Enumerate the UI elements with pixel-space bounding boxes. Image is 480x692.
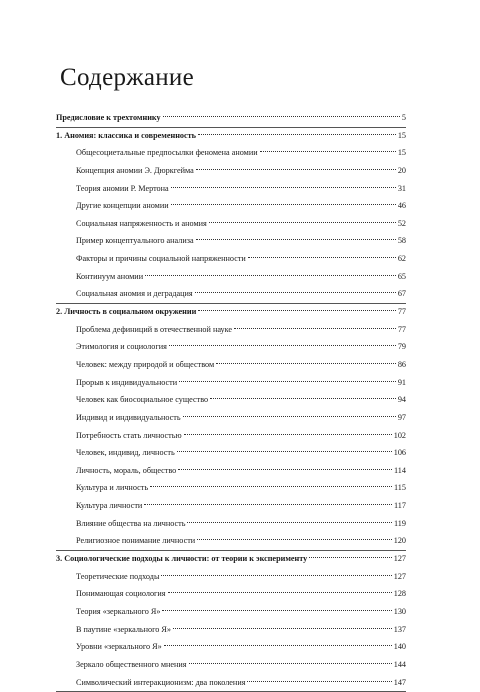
- toc-entry-title: Культура личности: [76, 498, 142, 514]
- toc-page-number: 127: [394, 551, 406, 567]
- toc-section-entry: [56, 445, 406, 463]
- toc-entry-title: Человек, индивид, личность: [76, 445, 175, 461]
- toc-page-number: 79: [398, 339, 406, 355]
- toc-section-entry: [56, 357, 406, 375]
- dot-leader: [196, 169, 396, 170]
- dot-leader: [183, 416, 396, 417]
- dot-leader: [197, 539, 392, 540]
- dot-leader: [163, 116, 400, 117]
- toc-section-entry: [56, 604, 406, 622]
- toc-section-entry: [56, 198, 406, 216]
- dot-leader: [187, 522, 392, 523]
- toc-page-number: 106: [394, 445, 406, 461]
- toc-page-number: 15: [398, 128, 406, 144]
- toc-section-entry: [56, 516, 406, 534]
- toc-page-number: 140: [394, 639, 406, 655]
- toc-entry-title: Теория «зеркального Я»: [76, 604, 160, 620]
- toc-page-number: 52: [398, 216, 406, 232]
- toc-section-entry: [56, 463, 406, 481]
- toc-section-entry: [56, 428, 406, 446]
- toc-page-number: 147: [394, 675, 406, 691]
- toc-section-entry: [56, 145, 406, 163]
- toc-page-number: 128: [394, 586, 406, 602]
- toc-section-entry: [56, 216, 406, 234]
- toc-page-number: 144: [394, 657, 406, 673]
- toc-section-entry: [56, 675, 406, 692]
- toc-chapter-entry: [56, 110, 406, 128]
- dot-leader: [184, 434, 392, 435]
- toc-entry-title: Понимающая социология: [76, 586, 166, 602]
- toc-page-number: 97: [398, 410, 406, 426]
- toc-page-number: 20: [398, 163, 406, 179]
- toc-section-entry: [56, 392, 406, 410]
- toc-chapter-entry: [56, 304, 406, 322]
- dot-leader: [210, 398, 396, 399]
- toc-section-entry: [56, 569, 406, 587]
- dot-leader: [161, 575, 391, 576]
- toc-page-number: 114: [394, 463, 406, 479]
- toc-entry-title: Пример концептуального анализа: [76, 233, 194, 249]
- toc-entry-title: Зеркало общественного мнения: [76, 657, 187, 673]
- toc-entry-title: Индивид и индивидуальность: [76, 410, 181, 426]
- toc-page-number: 58: [398, 233, 406, 249]
- dot-leader: [189, 663, 392, 664]
- dot-leader: [195, 292, 396, 293]
- toc-section-entry: [56, 233, 406, 251]
- toc-entry-title: Предисловие к трехтомнику: [56, 110, 161, 126]
- toc-page-number: 117: [394, 498, 406, 514]
- dot-leader: [247, 681, 391, 682]
- toc-section-entry: [56, 639, 406, 657]
- dot-leader: [145, 275, 396, 276]
- toc-page-number: 119: [394, 516, 406, 532]
- toc-section-entry: [56, 410, 406, 428]
- toc-entry-title: Общесоциетальные предпосылки феномена аномии: [76, 145, 258, 161]
- toc-page-number: 62: [398, 251, 406, 267]
- toc-section-entry: [56, 163, 406, 181]
- dot-leader: [198, 134, 396, 135]
- toc-page-number: 130: [394, 604, 406, 620]
- toc-page-number: 15: [398, 145, 406, 161]
- toc-entry-title: Потребность стать личностью: [76, 428, 182, 444]
- dot-leader: [179, 381, 396, 382]
- toc-page-number: 77: [398, 322, 406, 338]
- dot-leader: [260, 151, 396, 152]
- toc-entry-title: Человек: между природой и обществом: [76, 357, 214, 373]
- dot-leader: [234, 328, 396, 329]
- toc-entry-title: Человек как биосоциальное существо: [76, 392, 208, 408]
- toc-entry-title: Культура и личность: [76, 480, 148, 496]
- dot-leader: [178, 469, 392, 470]
- toc-page-number: 120: [394, 533, 406, 549]
- toc-section-entry: [56, 657, 406, 675]
- dot-leader: [209, 222, 396, 223]
- toc-chapter-entry: [56, 551, 406, 569]
- dot-leader: [248, 257, 396, 258]
- dot-leader: [162, 610, 391, 611]
- toc-entry-title: Влияние общества на личность: [76, 516, 185, 532]
- toc-page-number: 67: [398, 286, 406, 302]
- page-title: Содержание: [60, 64, 194, 92]
- toc-section-entry: [56, 586, 406, 604]
- toc-entry-title: Факторы и причины социальной напряженности: [76, 251, 246, 267]
- toc-page-number: 31: [398, 181, 406, 197]
- table-of-contents: [56, 110, 406, 692]
- toc-page-number: 86: [398, 357, 406, 373]
- toc-page-number: 65: [398, 269, 406, 285]
- dot-leader: [173, 628, 392, 629]
- toc-page-number: 91: [398, 375, 406, 391]
- toc-entry-title: 2. Личность в социальном окружении: [56, 304, 196, 320]
- toc-entry-title: Личность, мораль, общество: [76, 463, 176, 479]
- toc-page-number: 115: [394, 480, 406, 496]
- toc-entry-title: Континуум аномии: [76, 269, 143, 285]
- dot-leader: [198, 310, 395, 311]
- toc-page-number: 137: [394, 622, 406, 638]
- toc-entry-title: Уровни «зеркального Я»: [76, 639, 162, 655]
- toc-entry-title: Теория аномии Р. Мертона: [76, 181, 169, 197]
- toc-entry-title: Проблема дефиниций в отечественной науке: [76, 322, 232, 338]
- dot-leader: [309, 557, 391, 558]
- toc-section-entry: [56, 622, 406, 640]
- toc-entry-title: Концепция аномии Э. Дюркгейма: [76, 163, 194, 179]
- toc-entry-title: Другие концепции аномии: [76, 198, 169, 214]
- toc-section-entry: [56, 286, 406, 304]
- toc-entry-title: Прорыв к индивидуальности: [76, 375, 177, 391]
- dot-leader: [144, 504, 392, 505]
- dot-leader: [177, 451, 392, 452]
- toc-entry-title: Социальная аномия и деградация: [76, 286, 193, 302]
- toc-page-number: 127: [394, 569, 406, 585]
- dot-leader: [169, 345, 396, 346]
- dot-leader: [168, 592, 392, 593]
- toc-section-entry: [56, 251, 406, 269]
- toc-section-entry: [56, 339, 406, 357]
- toc-entry-title: В паутине «зеркального Я»: [76, 622, 171, 638]
- dot-leader: [150, 486, 392, 487]
- toc-page-number: 46: [398, 198, 406, 214]
- toc-section-entry: [56, 533, 406, 551]
- toc-page-number: 102: [394, 428, 406, 444]
- dot-leader: [216, 363, 396, 364]
- toc-entry-title: Символический интеракционизм: два поколения: [76, 675, 245, 691]
- toc-section-entry: [56, 269, 406, 287]
- toc-section-entry: [56, 181, 406, 199]
- toc-entry-title: Социальная напряженность и аномия: [76, 216, 207, 232]
- toc-section-entry: [56, 322, 406, 340]
- dot-leader: [171, 187, 396, 188]
- dot-leader: [164, 645, 392, 646]
- toc-entry-title: 3. Социологические подходы к личности: от теории к эксперименту: [56, 551, 307, 567]
- toc-section-entry: [56, 498, 406, 516]
- toc-section-entry: [56, 375, 406, 393]
- toc-entry-title: Этимология и социология: [76, 339, 167, 355]
- toc-page-number: 77: [398, 304, 406, 320]
- dot-leader: [196, 239, 396, 240]
- toc-entry-title: 1. Аномия: классика и современность: [56, 128, 196, 144]
- toc-section-entry: [56, 480, 406, 498]
- dot-leader: [171, 204, 396, 205]
- toc-entry-title: Религиозное понимание личности: [76, 533, 195, 549]
- toc-entry-title: Теоретические подходы: [76, 569, 159, 585]
- toc-chapter-entry: [56, 128, 406, 146]
- toc-page-number: 94: [398, 392, 406, 408]
- toc-page-number: 5: [402, 110, 406, 126]
